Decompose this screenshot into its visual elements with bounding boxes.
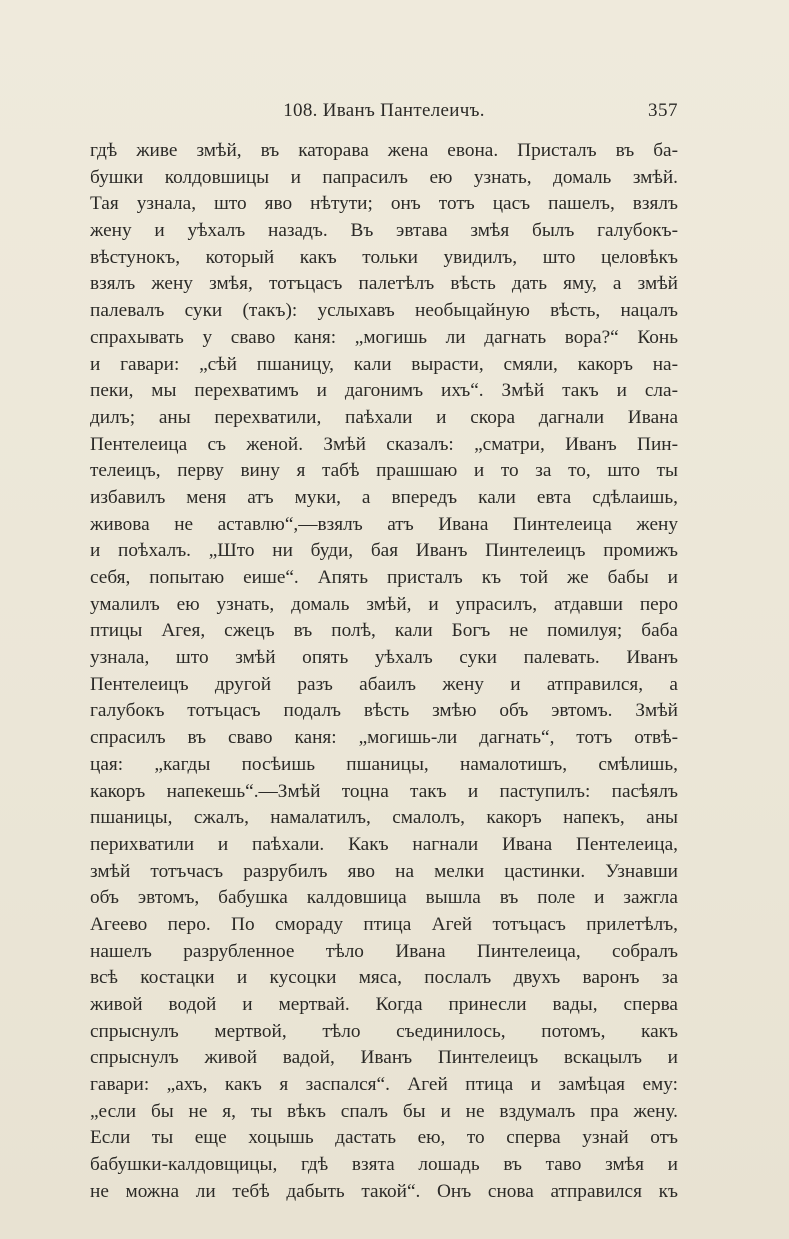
text-line: перихватили и паѣхали. Какъ нагнали Ивана Пентелеица, [90,833,678,855]
text-line: пшаницы, сжалъ, намалатилъ, смалолъ, какоръ напекъ, аны [90,807,678,829]
text-line: и гавари: „сѣй пшаницу, кали вырасти, смяли, какоръ на- [90,353,678,375]
text-line: палевалъ суки (такъ): услыхавъ необыцайную вѣсть, нацалъ [90,300,678,322]
text-line: Пентелеицъ другой разъ абаилъ жену и атправился, а [90,673,678,695]
page-number: 357 [648,100,678,121]
text-line: птицы Агея, сжецъ въ полѣ, кали Богъ не помилуя; баба [90,620,678,642]
text-line: избавилъ меня атъ муки, а впередъ кали евта сдѣлаишь, [90,486,678,508]
text-line: какоръ напекешь“.—Змѣй тоцна такъ и пaступилъ: пасѣялъ [90,780,678,802]
text-line: умалилъ ею узнать, домаль змѣй, и упрасилъ, атдавши перо [90,593,678,615]
text-line: гавари: „ахъ, какъ я заспался“. Агей птица и замѣцая ему: [90,1074,678,1096]
text-line: объ эвтомъ, бабушка калдовшица вышла въ поле и зажгла [90,887,678,909]
text-line: змѣй тотъчасъ разрубилъ яво на мелки цастинки. Узнавши [90,860,678,882]
text-line: Тая узнала, што яво нѣтути; онъ тотъ цасъ пашелъ, взялъ [90,193,678,215]
text-line: Агеево перо. По смораду птица Агей тотъцасъ прилетѣлъ, [90,913,678,935]
running-header [90,100,678,128]
chapter-title: 108. Иванъ Пантелеичъ. [283,100,485,121]
text-line: „если бы не я, ты вѣкъ спалъ бы и не вздумалъ пра жену. [90,1100,678,1122]
text-line: себя, попытаю еише“. Апять присталъ къ той же бабы и [90,567,678,588]
text-line: бабушки-калдовщицы, гдѣ взята лошадь въ таво змѣя и [90,1154,678,1176]
text-line: Пентелеица съ женой. Змѣй сказалъ: „сматри, Иванъ Пин- [90,433,678,455]
text-line: Если ты еще хоцышь дастать ею, то сперва узнай отъ [90,1127,678,1149]
text-line: спрыснулъ живой вадой, Иванъ Пинтелеицъ вскацылъ и [90,1047,678,1069]
text-line: и поѣхалъ. „Што ни буди, бая Иванъ Пинтелеицъ промижъ [90,540,678,562]
text-line: живова не аставлю“,—взялъ атъ Ивана Пинтелеица жену [90,513,678,535]
text-line: не можна ли тебѣ дабыть такой“. Онъ снова атправился къ [90,1180,678,1202]
text-line: цая: „кагды посѣишь пшаницы, намалотишъ, смѣлишь, [90,753,678,775]
text-line: узнала, што змѣй опять уѣхалъ суки палевать. Иванъ [90,647,678,669]
text-line: дилъ; аны перехватили, паѣхали и скора дагнали Ивана [90,406,678,428]
body-text [90,138,678,1206]
text-line: взялъ жену змѣя, тотъцасъ палетѣлъ вѣсть дать яму, а змѣй [90,273,678,295]
text-line: вѣстунокъ, который какъ тольки увидилъ, што целовѣкъ [90,246,678,268]
text-line: спрыснулъ мертвой, тѣло съединилось, потомъ, какъ [90,1020,678,1042]
text-line: живой водой и мертвай. Когда принесли вады, сперва [90,994,678,1015]
text-line: гдѣ живе змѣй, въ каторава жена евона. Присталъ въ ба- [90,140,678,161]
text-line: пеки, мы перехватимъ и дагонимъ ихъ“. Змѣй такъ и сла- [90,380,678,402]
text-line: телеицъ, перву вину я табѣ прашшаю и то за то, што ты [90,460,678,482]
text-line: жену и уѣхалъ назадъ. Въ эвтава змѣя былъ галубокъ- [90,220,678,242]
text-line: галубокъ тотъцасъ подалъ вѣсть змѣю объ эвтомъ. Змѣй [90,700,678,722]
text-line: спрахывать у сваво каня: „могишь ли дагнать вора?“ Конь [90,326,678,348]
text-line: нашелъ разрубленное тѣло Ивана Пинтелеица, собралъ [90,940,678,962]
text-line: спрасилъ въ сваво каня: „могишь-ли дагнать“, тотъ отвѣ- [90,727,678,749]
text-line: бушки колдовшицы и папрасилъ ею узнать, домаль змѣй. [90,166,678,188]
text-line: всѣ костацки и кусоцки мяса, послалъ двухъ варонъ за [90,967,678,989]
